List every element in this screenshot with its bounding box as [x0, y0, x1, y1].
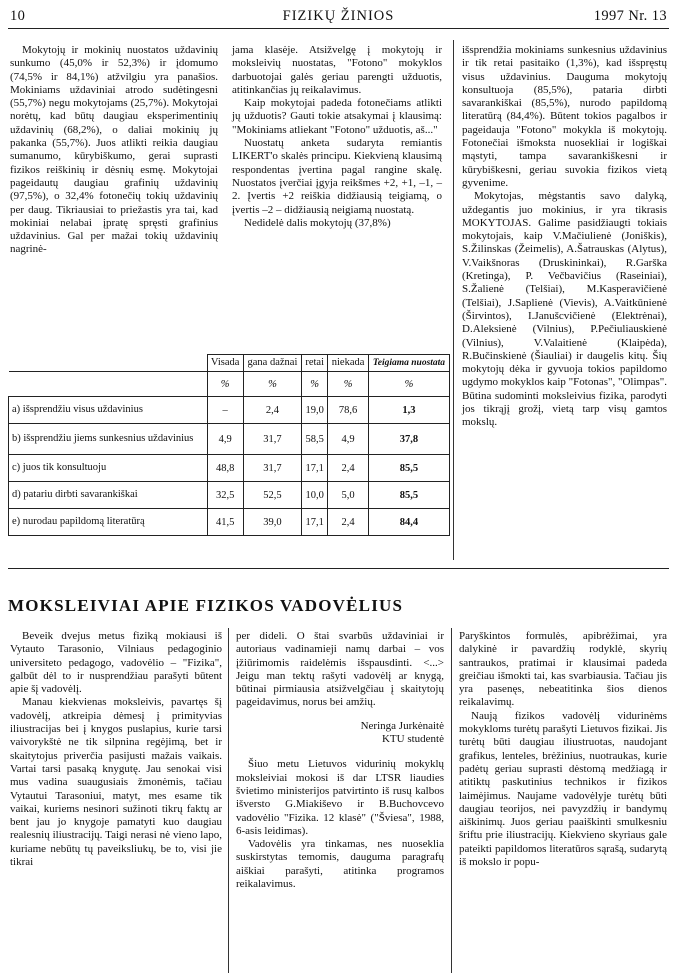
page-header	[10, 6, 667, 28]
table-cell: 48,8	[207, 455, 243, 482]
column-divider	[451, 628, 452, 973]
unit-cell: %	[207, 372, 243, 397]
column-header: Visada	[207, 355, 243, 372]
column-header: Teigiama nuostata	[368, 355, 449, 372]
column-header: retai	[302, 355, 328, 372]
table-cell: 17,1	[302, 509, 328, 536]
page-number: 10	[10, 8, 26, 24]
table-cell: 84,4	[368, 509, 449, 536]
table-cell: 17,1	[302, 455, 328, 482]
table-cell: 10,0	[302, 482, 328, 509]
author-name: Neringa Jurkėnaitė	[360, 719, 444, 732]
table-cell: 37,8	[368, 424, 449, 455]
unit-cell: %	[243, 372, 301, 397]
paragraph: Nuostatų anketa sudaryta remiantis LIKERT'o skalės principu. Kiekvieną klausimą respondentas įvertina pagal rangine skalę. Nuostatos įverčiai įgyja reikšmes +2, +1, –1, –2. Įvertis +2 reiškia didžiausią teigiamą, o įvertis –2 – didžiausią neigiamą nuostatą.	[232, 137, 442, 216]
table-cell: 4,9	[328, 424, 369, 455]
top-column-2	[232, 44, 442, 230]
table-unit-row	[9, 372, 450, 397]
article-title: MOKSLEIVIAI APIE FIZIKOS VADOVĖLIUS	[8, 596, 404, 615]
row-label: e) nurodau papildomą literatūrą	[9, 509, 208, 536]
issue-number: 1997 Nr. 13	[593, 8, 667, 24]
paragraph: Vadovėlis yra tinkamas, nes nuoseklia suskirstytas temomis, dauguma paragrafų aiškiai parašyti, atitinka programos reikalavimus.	[236, 838, 444, 891]
top-column-1	[10, 44, 218, 257]
paragraph: Nedidelė dalis mokytojų (37,8%)	[244, 216, 391, 229]
paragraph: išsprendžia mokiniams sunkesnius uždavinius ir tik retai pasitaiko (1,3%), kad išspręstų visus uždavinius. Dauguma mokytojų konsultuoja (85,5%), pataria dirbti savarankiškai (85,5%), nurodo papildomą literatūrą (84,4%). Būtent tokios pagalbos ir pageidauja "Fotono" mokykla iš mokytojų. Fotonečiai išmoksta nuosekliai ir logiškai mąstyti, tampa savarankiškesni ir kūrybiškesni, geriau suvokia fizikos vietą gyvenime.	[462, 44, 667, 189]
paragraph: Mokytojų ir mokinių nuostatos uždavinių sunkumo (45,0% ir 52,3%) ir įdomumo (74,5% ir 84,1%) atžvilgiu yra panašios. Mokiniams uždaviniai atrodo sudėtingesni (55,7%) negu mokytojams (25,7%). Mokytojai norėtų, kad būtų daugiau eksperimentinių uždavinių (68,2%), o daliai mokinių jų pakanka (55,7%). Juos atlikti reikia daugiau sumanumo, kūrybiškumo, gerai suprasti fizikos reiškinių ir dėsnių esmę. Mokytojai pageidautų daugiau grafinių uždavinių (97,5%), o 32,4% fotonečių tokių uždavinių per daug. Tikriausiai to priežastis yra tai, kad mokiniai nelabai įpratę spręsti grafinius uždavinius. Gal per mažai tokių uždavinių nagrinė-	[10, 44, 218, 256]
header-rule	[8, 28, 669, 29]
paragraph: Beveik dvejus metus fiziką mokiausi iš Vytauto Tarasonio, Vilniaus pedagoginio universiteto pedagogo, vadovėlio – "Fizika", galbūt dėl to ir nusprendžiau parašyti būtent apie šį vadovėlį.	[10, 630, 222, 696]
table-row	[9, 482, 450, 509]
table-cell: 31,7	[243, 455, 301, 482]
paragraph: Naują fizikos vadovėlį vidurinėms mokykloms turėtų parašyti Lietuvos fizikai. Jis turėtų būti daugiau iliustruotas, naudojant grafikus, lenteles, brėžinius, nuotraukas, kurie padėtų geriau suprasti dėstomą medžiagą ir atitiktų paskutinius technikos ir fizikos laimėjimus. Naujame vadovėlyje turėtų būti daugiau teorijos, nei pavyzdžių ir bandymų aiškinimų. Juos geriau paaiškinti smulkesniu šriftu prie iliustracijų. Kiekvieno skyriaus gale pateikti papildomos literatūros sąrašą, sudarytą iš mokslo ir popu-	[459, 709, 667, 869]
table-cell: 5,0	[328, 482, 369, 509]
row-label: d) patariu dirbti savarankiškai	[9, 482, 208, 509]
row-label: c) juos tik konsultuoju	[9, 455, 208, 482]
paragraph: per dideli. O štai svarbūs uždaviniai ir autoriaus vadinamieji namų darbai – vos įžiūrimomis raidelėmis išspausdinti. <...> Jeigu man tektų rašyti vadovėlį ar knygą, būtinai pirmiausia atsižvelgčiau į skaitytojų pageidavimus, norus bei amžių.	[236, 630, 444, 709]
table-cell: 31,7	[243, 424, 301, 455]
column-header: niekada	[328, 355, 369, 372]
unit-cell: %	[368, 372, 449, 397]
table-row	[9, 424, 450, 455]
table-cell: 2,4	[328, 509, 369, 536]
table-cell: –	[207, 397, 243, 424]
paragraph: Šiuo metu Lietuvos vidurinių mokyklų moksleiviai mokosi iš dar LTSR liaudies švietimo ministerijos patvirtinto iš rusų kalbos išversto G.Miakiševo ir B.Buchovcevo vadovėlio "Fizika. 12 klasė" ("Šviesa", 1988, 6-asis leidimas).	[236, 758, 444, 837]
column-divider	[453, 40, 454, 560]
top-column-3	[462, 44, 667, 430]
column-header: gana dažnai	[243, 355, 301, 372]
table-row	[9, 397, 450, 424]
table-cell: 4,9	[207, 424, 243, 455]
author-role: KTU studentė	[381, 733, 444, 746]
table-cell: 78,6	[328, 397, 369, 424]
article-column-2	[236, 630, 444, 891]
table-cell: 2,4	[243, 397, 301, 424]
column-divider	[228, 628, 229, 973]
article-column-1	[10, 630, 222, 869]
table-cell: 85,5	[368, 455, 449, 482]
row-label: b) išsprendžiu jiems sunkesnius uždavinius	[9, 424, 208, 455]
survey-table	[8, 354, 450, 536]
paragraph: jama klasėje. Atsižvelgę į mokytojų ir moksleivių nuostatas, "Fotono" mokyklos darbuotojai galės geriau parengti užduotis, atitinkančias jų reikalavimus.	[232, 44, 442, 96]
table-row	[9, 509, 450, 536]
table-cell: 39,0	[243, 509, 301, 536]
paragraph: Manau kiekvienas moksleivis, pavartęs šį vadovėlį, atkreipia dėmesį į primityvias iliustracijas bei į knygos puslapius, kurie tarsi vaivorykštė ne tik silpnina regėjimą, bet ir skaitytojus priverčia pasijusti mažais vaikais. Vartai tarsi pasaką knygutę. Jau senokai visi mus vadina suaugusiais žmonėmis, tačiau Vytautui Tarasoniui, matyt, mes esame tik vaikai, kuriems nesinori sužinoti tikrų faktų ar bent jau jo knygoje pamatyti kuo daugiau realesnių iliustracijų. Taigi nerasi nė vieno lapo, kuriame nebūtų tų paveiksliukų, be to, visi jie tikrai	[10, 696, 222, 869]
table-cell: 19,0	[302, 397, 328, 424]
table-row	[9, 455, 450, 482]
unit-cell: %	[302, 372, 328, 397]
table-header-row	[9, 355, 450, 372]
section-rule	[8, 568, 669, 569]
row-label: a) išsprendžiu visus uždavinius	[9, 397, 208, 424]
journal-title: FIZIKŲ ŽINIOS	[282, 8, 395, 24]
table-cell: 52,5	[243, 482, 301, 509]
table-cell: 85,5	[368, 482, 449, 509]
table-cell: 1,3	[368, 397, 449, 424]
unit-cell: %	[328, 372, 369, 397]
paragraph: Paryškintos formulės, apibrėžimai, yra dalykinė ir pavardžių rodyklė, skyrių santraukos, pratimai ir klausimai padeda greičiau išmokti tai, kas svarbiausia. Tačiau jis yra pasenęs, nebeatitinka šios dienos reikalavimų.	[459, 630, 667, 709]
article-column-3	[459, 630, 667, 869]
table-cell: 41,5	[207, 509, 243, 536]
table-cell: 2,4	[328, 455, 369, 482]
paragraph: Mokytojas, mėgstantis savo dalyką, uždegantis juo mokinius, ir yra tikrasis MOKYTOJAS. Galime pasidžiaugti tokiais mokytojais, kaip V.Mačiulienė (Joniškis), S.Žilinskas (Žeimelis), A.Šatrauskas (Alytus), V.Vaikšnoras (Druskininkai), R.Garška (Kretinga), P. Večbavičius (Raseiniai), S.Žalienė (Telšiai), M.Kasperavičienė (Telšiai), J.Saplienė (Vievis), A.Vaitkūnienė (Širvintos), I.Janušcvičienė (Elektrėnai), D.Aleksienė (Vilnius), P.Pečiuliauskienė (Vilnius), V.Valaitienė (Klaipėda), R.Bučinskienė (Šiauliai) ir daugelis kitų. Šių mokytojų dėka ir gyvuoja tokios papildomo ugdymo mokyklos kaip "Fotonas", "Olimpas". Būtina sudominti moksleivius fizika, parodyti jos tikrąjį grožį, vietą tarp visų gamtos mokslų.	[462, 190, 667, 429]
paragraph: Kaip mokytojai padeda fotonečiams atlikti jų užduotis? Gauti tokie atsakymai į klausimą: "Mokiniams atliekant "Fotono" užduotis, aš..."	[232, 97, 442, 136]
table-cell: 58,5	[302, 424, 328, 455]
table-cell: 32,5	[207, 482, 243, 509]
